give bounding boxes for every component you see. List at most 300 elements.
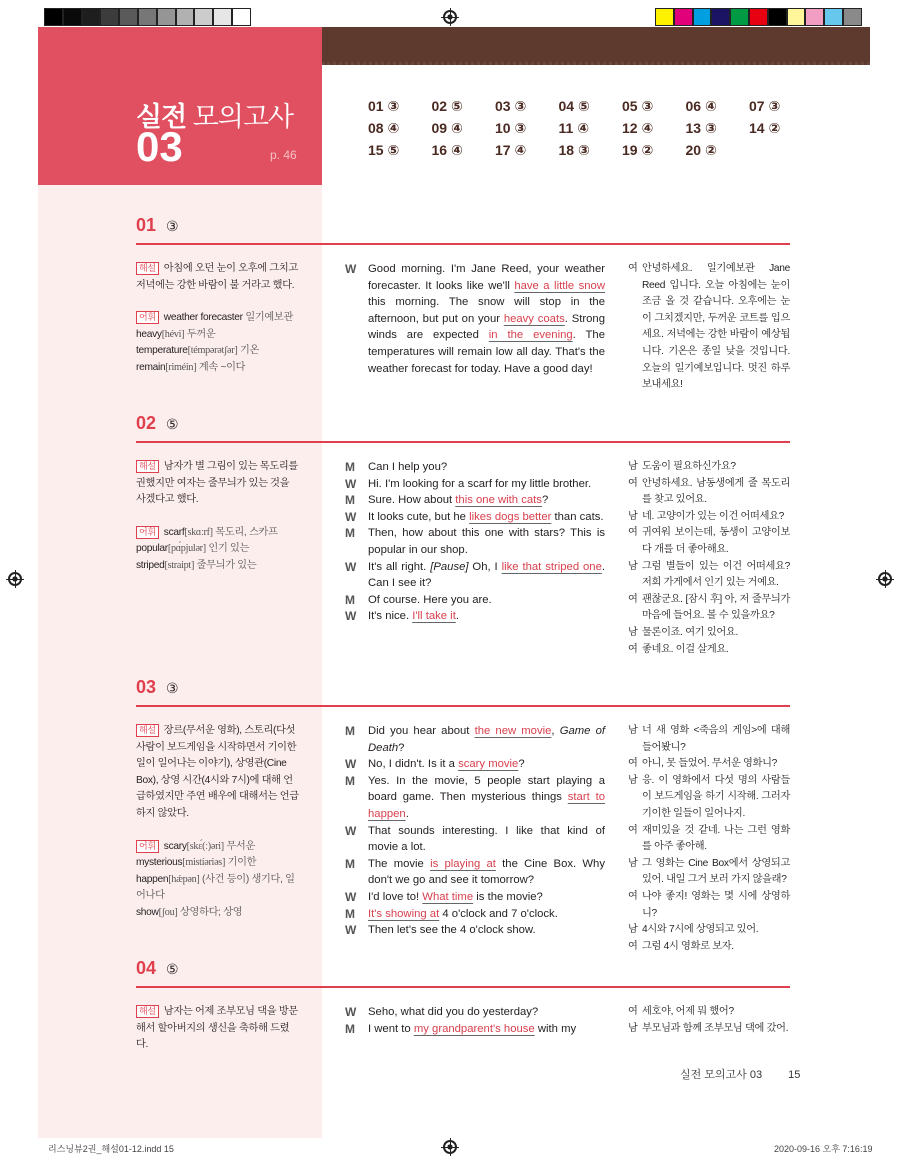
slug-date: 2020-09-16 오후 7:16:19 xyxy=(774,1144,873,1154)
translation-text: 도움이 필요하신가요? xyxy=(642,461,736,472)
translation-line xyxy=(628,773,790,823)
explanation-tag: 해설 xyxy=(136,460,159,473)
dialogue-segment: Can I help you? xyxy=(368,461,448,473)
title-rest: 모의고사 xyxy=(192,102,294,132)
speaker-label: 남 xyxy=(628,924,638,936)
translation-line xyxy=(628,939,790,956)
korean-translation xyxy=(628,1004,790,1037)
vocab-pronunciation: [skɛ́(ː)əri] xyxy=(186,840,224,852)
dialogue-segment: ? xyxy=(541,494,549,507)
key-phrase: in the evening xyxy=(488,329,573,342)
color-swatch xyxy=(82,8,101,26)
section-header xyxy=(136,677,790,697)
vocab-meaning: 두꺼운 xyxy=(186,328,216,340)
dialogue-text xyxy=(368,608,605,625)
speaker-label: 남 xyxy=(628,857,638,869)
translation-text: 4시와 7시에 상영되고 있어. xyxy=(642,924,759,936)
color-swatch xyxy=(655,8,674,26)
page-number: 15 xyxy=(788,1069,801,1081)
section-rule xyxy=(136,986,790,988)
dialogue-segment: . The temperatures will remain low all day. That's the weather forecast for today. Have a good day! xyxy=(368,329,605,375)
dialogue-segment: Seho, what did you do yesterday? xyxy=(368,1006,539,1018)
vocab-pronunciation: [hǽpən] xyxy=(168,873,200,885)
dialogue-line xyxy=(345,889,605,906)
translation-text: 안녕하세요. 일기예보관 Jane Reed 입니다. 오늘 아침에는 눈이 조금 올 것 같습니다. 오후에는 눈이 그치겠지만, 두꺼운 코트를 입으세요. 저녁에는 강한 바람이 예상됩니다. 기온은 종일 낮을 것입니다. 오늘의 일기예보입니다. 멋진 하루 보내세요! xyxy=(642,263,790,391)
dialogue-text xyxy=(368,559,605,592)
answer-item: 16 ④ xyxy=(431,142,463,158)
dialogue-segment: Yes. In the movie, 5 people start playing a board game. Then mysterious things xyxy=(368,774,605,804)
explanation-text xyxy=(136,459,300,509)
vocabulary-tag: 어휘 xyxy=(136,311,159,324)
dialogue-line xyxy=(345,823,605,856)
answer-item: 04 ⑤ xyxy=(558,98,590,114)
registration-mark-icon xyxy=(443,1140,457,1154)
answer-item: 09 ④ xyxy=(431,120,463,136)
translation-text: 좋네요. 이걸 살게요. xyxy=(642,643,729,655)
question-number: 04 xyxy=(136,958,157,978)
registration-mark-icon xyxy=(443,10,457,24)
dialogue-segment: . Can I see it? xyxy=(368,560,605,590)
dialogue-text xyxy=(368,459,605,476)
speaker-label: M xyxy=(345,724,355,738)
vocab-pronunciation: [riméin] xyxy=(165,361,197,373)
dialogue-text xyxy=(368,261,605,377)
vocabulary-list xyxy=(136,310,300,376)
vocab-meaning: 기온 xyxy=(240,345,260,357)
translation-line xyxy=(628,823,790,856)
dialogue-segment: with my xyxy=(534,1022,577,1035)
speaker-label: 남 xyxy=(628,560,638,572)
korean-translation xyxy=(628,723,790,955)
vocab-pronunciation: [mistíəriəs] xyxy=(182,857,226,869)
dialogue-segment: I'd love to! xyxy=(368,890,423,903)
vocab-meaning: 목도리, 스카프 xyxy=(215,526,278,538)
answer-item: 18 ③ xyxy=(558,142,590,158)
question-section xyxy=(136,215,790,391)
dialogue-segment: ? xyxy=(398,741,405,754)
dialogue-segment: No, I didn't. Is it a xyxy=(368,758,459,771)
dialogue-segment: It's all right. xyxy=(368,560,431,573)
dialogue-text xyxy=(368,592,605,609)
vocab-word: striped xyxy=(136,559,165,571)
question-section xyxy=(136,958,790,1051)
dialogue-text xyxy=(368,856,605,889)
answer-item: 08 ④ xyxy=(368,120,400,136)
registration-mark-icon xyxy=(8,572,22,586)
dialogue-segment: , xyxy=(551,725,560,737)
italic-text: Game of Death xyxy=(368,725,606,754)
dialogue-line xyxy=(345,261,605,377)
speaker-label: M xyxy=(345,592,355,607)
dialogue-line xyxy=(345,492,605,509)
vocab-meaning: 기이한 xyxy=(227,857,257,869)
dialogue-line xyxy=(345,559,605,592)
speaker-label: 여 xyxy=(628,593,638,605)
dialogue-segment: . xyxy=(455,610,459,623)
color-swatch xyxy=(824,8,843,26)
vocab-meaning: 상영하다; 상영 xyxy=(180,906,243,918)
dialogue-segment: Oh, I xyxy=(468,560,502,573)
vocab-pronunciation: [straipt] xyxy=(164,559,195,571)
question-number: 02 xyxy=(136,413,157,433)
answer-item: 13 ③ xyxy=(685,120,717,136)
question-answer: ③ xyxy=(166,218,179,234)
color-swatch xyxy=(711,8,730,26)
key-phrase: my grandparent's house xyxy=(413,1022,535,1035)
key-phrase: like that striped one xyxy=(501,560,602,573)
vocab-word: popular xyxy=(136,543,168,555)
answer-key xyxy=(368,98,813,159)
dialogue-text xyxy=(368,476,605,493)
section-header xyxy=(136,215,790,235)
vocab-word: happen xyxy=(136,873,169,885)
color-swatch xyxy=(44,8,63,26)
explanation-tag: 해설 xyxy=(136,262,159,275)
speaker-label: 여 xyxy=(628,263,638,274)
color-swatch xyxy=(63,8,82,26)
translation-line xyxy=(628,723,790,756)
translation-line xyxy=(628,509,790,526)
explanation-text xyxy=(136,1004,300,1054)
dialogue-text xyxy=(368,823,605,856)
color-swatch xyxy=(730,8,749,26)
vocab-pronunciation: [skɑːrf] xyxy=(184,526,213,538)
registration-mark-icon xyxy=(878,572,892,586)
answer-item: 06 ④ xyxy=(685,98,717,114)
key-phrase: I'll take it xyxy=(412,610,456,623)
translation-text: 물론이죠. 여기 있어요. xyxy=(642,626,738,638)
speaker-label: M xyxy=(345,906,355,921)
translation-line xyxy=(628,889,790,922)
color-swatch xyxy=(843,8,862,26)
dialogue-segment: Then, how about this one with stars? This is popular in our shop. xyxy=(368,527,605,556)
explanation-text xyxy=(136,261,300,294)
translation-line xyxy=(628,459,790,476)
vocabulary-list xyxy=(136,839,300,922)
speaker-label: 남 xyxy=(628,725,638,736)
vocab-meaning: 일기예보관 xyxy=(245,312,294,324)
vocab-word: show xyxy=(136,906,159,918)
dialogue-text xyxy=(368,1021,605,1038)
page-footer xyxy=(680,1066,800,1082)
speaker-label: M xyxy=(345,773,355,788)
explanation-body: 남자가 별 그림이 있는 목도리를 권했지만 여자는 줄무늬가 있는 것을 사겠다고 했다. xyxy=(136,461,298,506)
question-answer: ③ xyxy=(166,680,179,696)
vocab-pronunciation: [ʃou] xyxy=(158,906,178,918)
section-rule xyxy=(136,441,790,443)
vocab-word: scarf xyxy=(163,526,185,538)
translation-line xyxy=(628,476,790,509)
translation-line xyxy=(628,625,790,642)
explanation-tag: 해설 xyxy=(136,724,159,737)
vocab-meaning: 무서운 xyxy=(226,840,255,852)
speaker-label: W xyxy=(345,476,357,491)
section-rule xyxy=(136,243,790,245)
cmyk-color-bar xyxy=(655,8,862,26)
key-phrase: is playing at xyxy=(430,857,496,870)
dialogue-line xyxy=(345,592,605,609)
translation-text: 세호야, 어제 뭐 했어? xyxy=(642,1006,734,1017)
vocab-word: remain xyxy=(136,361,166,373)
dialogue-text xyxy=(368,1004,605,1021)
color-swatch xyxy=(176,8,195,26)
vocab-word: mysterious xyxy=(136,857,183,869)
vocab-item xyxy=(136,872,300,905)
answer-item: 02 ⑤ xyxy=(431,98,463,114)
translation-line xyxy=(628,642,790,659)
dialogue-segment: is the movie? xyxy=(473,890,543,903)
color-swatch xyxy=(787,8,806,26)
speaker-label: M xyxy=(345,526,355,541)
color-swatch xyxy=(749,8,768,26)
translation-text: 응. 이 영화에서 다섯 명의 사람들이 보드게임을 하기 시작해. 그러자 기이한 일들이 일어나지. xyxy=(642,774,790,819)
vocab-meaning: 계속 ~이다 xyxy=(198,361,246,373)
color-swatch xyxy=(768,8,787,26)
question-answer: ⑤ xyxy=(166,961,179,977)
answer-item: 05 ③ xyxy=(622,98,654,114)
key-phrase: this one with cats xyxy=(455,494,542,507)
color-swatch xyxy=(805,8,824,26)
page-reference: p. 46 xyxy=(270,148,297,162)
speaker-label: 여 xyxy=(628,477,638,489)
dialogue-text xyxy=(368,525,605,558)
vocab-pronunciation: [hévi] xyxy=(161,328,185,340)
translation-line xyxy=(628,1021,790,1038)
answer-item: 17 ④ xyxy=(495,142,527,158)
grayscale-color-bar xyxy=(44,8,251,26)
dialogue-segment: Then let's see the 4 o'clock show. xyxy=(368,924,536,937)
vocab-pronunciation: [pɑ́pjulər] xyxy=(167,543,206,555)
vocab-item xyxy=(136,855,300,872)
speaker-label: 여 xyxy=(628,940,638,952)
translation-line xyxy=(628,261,790,394)
footer-title: 실전 모의고사 03 xyxy=(680,1069,763,1081)
color-swatch xyxy=(100,8,119,26)
dialogue-segment: Of course. Here you are. xyxy=(368,593,492,606)
color-swatch xyxy=(213,8,232,26)
translation-line xyxy=(628,592,790,625)
color-swatch xyxy=(138,8,157,26)
vocabulary-list xyxy=(136,525,300,575)
dialogue-line xyxy=(345,509,605,526)
speaker-label: W xyxy=(345,609,357,624)
translation-line xyxy=(628,559,790,592)
color-swatch xyxy=(693,8,712,26)
key-phrase: start to happen xyxy=(368,791,605,820)
speaker-label: 여 xyxy=(628,643,638,655)
key-phrase: likes dogs better xyxy=(469,510,552,523)
color-swatch xyxy=(119,8,138,26)
translation-text: 아니, 못 들었어. 무서운 영화니? xyxy=(642,758,778,770)
dialogue-segment: . Strong winds are expected xyxy=(368,312,605,342)
speaker-label: 여 xyxy=(628,527,638,539)
dialogue-line xyxy=(345,1021,605,1038)
question-section xyxy=(136,677,790,952)
translation-text: 그럼 4시 영화로 보자. xyxy=(642,940,734,952)
header-band xyxy=(322,27,870,65)
explanation xyxy=(136,261,300,377)
vocab-item xyxy=(136,327,300,344)
dialogue-segment: It looks cute, but he xyxy=(368,510,470,523)
translation-line xyxy=(628,525,790,558)
vocab-item xyxy=(136,525,300,542)
vocab-meaning: (사건 등이) 생기다, 일어나다 xyxy=(136,873,295,902)
translation-text: 그 영화는 Cine Box에서 상영되고 있어. 내일 그거 보러 가지 않을래? xyxy=(642,857,790,886)
vocab-meaning: 줄무늬가 있는 xyxy=(196,559,257,571)
speaker-label: W xyxy=(345,923,357,938)
translation-text: 괜찮군요. [잠시 후] 아, 저 줄무늬가 마음에 들어요. 볼 수 있을까요? xyxy=(642,593,790,622)
dialogue-segment: this morning. The snow will stop in the afternoon, but put on your xyxy=(368,296,605,325)
answer-item: 15 ⑤ xyxy=(368,142,400,158)
vocab-item xyxy=(136,360,300,377)
speaker-label: M xyxy=(345,856,355,871)
vocab-word: scary xyxy=(163,840,187,852)
dialogue-line xyxy=(345,608,605,625)
dialogue-line xyxy=(345,1004,605,1021)
dialogue-segment: I went to xyxy=(368,1022,414,1035)
dialogue-segment: That sounds interesting. I like that kind of movie a lot. xyxy=(368,824,605,854)
dialogue-text xyxy=(368,906,605,923)
vocab-pronunciation: [témpərətʃər] xyxy=(187,345,238,357)
question-number: 01 xyxy=(136,215,157,235)
question-section xyxy=(136,413,790,655)
dialogue-segment: It's nice. xyxy=(368,610,413,623)
speaker-label: W xyxy=(345,509,357,524)
dialogue-segment: . xyxy=(405,807,409,820)
translation-text: 안녕하세요. 남동생에게 줄 목도리를 찾고 있어요. xyxy=(642,477,790,506)
vocab-item xyxy=(136,839,300,856)
section-header xyxy=(136,413,790,433)
dialogue-line xyxy=(345,906,605,923)
dialogue-line xyxy=(345,922,605,939)
answer-item: 11 ④ xyxy=(558,120,590,136)
section-header xyxy=(136,958,790,978)
dialogue xyxy=(345,261,605,377)
dialogue-line xyxy=(345,525,605,558)
key-phrase: What time xyxy=(422,890,474,903)
dialogue-line xyxy=(345,773,605,823)
dialogue-line xyxy=(345,856,605,889)
vocab-item xyxy=(136,310,300,327)
dialogue-text xyxy=(368,723,605,756)
speaker-label: 남 xyxy=(628,774,638,786)
dialogue xyxy=(345,459,605,625)
explanation-tag: 해설 xyxy=(136,1005,159,1018)
vocab-word: heavy xyxy=(136,328,162,340)
dialogue-line xyxy=(345,756,605,773)
explanation-body: 장르(무서운 영화), 스토리(다섯 사람이 보드게임을 시작하면서 기이한 일이 일어나는 이야기), 상영관(Cine Box), 상영 시간(4시와 7시)에 대해 언급하였지만 주연 배우에 대해서는 언급하지 않았다. xyxy=(136,725,299,819)
answer-item: 12 ④ xyxy=(622,120,654,136)
speaker-label: M xyxy=(345,460,355,474)
speaker-label: 여 xyxy=(628,890,638,902)
vocabulary-tag: 어휘 xyxy=(136,526,159,539)
answer-item: 10 ③ xyxy=(495,120,527,136)
translation-line xyxy=(628,922,790,939)
explanation-body: 아침에 오던 눈이 오후에 그치고 저녁에는 강한 바람이 불 거라고 했다. xyxy=(136,263,298,291)
dialogue-line xyxy=(345,459,605,476)
title-bold: 실전 xyxy=(136,102,187,132)
dialogue-text xyxy=(368,509,605,526)
key-phrase: scary movie xyxy=(458,758,519,771)
speaker-label: 남 xyxy=(628,626,638,638)
speaker-label: W xyxy=(345,757,357,772)
dialogue-text xyxy=(368,922,605,939)
translation-text: 그럼 별들이 있는 이건 어떠세요? 저희 가게에서 인기 있는 거예요. xyxy=(642,560,790,589)
explanation-text xyxy=(136,723,300,823)
slug-file: 리스닝뷰2권_해설01-12.indd 15 xyxy=(48,1144,174,1154)
speaker-label: W xyxy=(345,1005,357,1019)
dialogue-segment: Did you hear about xyxy=(368,725,475,737)
vocab-item xyxy=(136,558,300,575)
dialogue-text xyxy=(368,773,605,823)
answer-item: 03 ③ xyxy=(495,98,527,114)
color-swatch xyxy=(232,8,251,26)
translation-text: 나야 좋지! 영화는 몇 시에 상영하니? xyxy=(642,890,790,919)
answer-item: 14 ② xyxy=(749,120,781,136)
vocab-word: temperature xyxy=(136,345,188,357)
question-answer: ⑤ xyxy=(166,416,179,432)
translation-text: 네. 고양이가 있는 이건 어떠세요? xyxy=(642,510,785,522)
korean-translation xyxy=(628,459,790,658)
key-phrase: have a little snow xyxy=(514,279,605,292)
vocabulary-tag: 어휘 xyxy=(136,840,159,853)
dialogue-text xyxy=(368,756,605,773)
dialogue-line xyxy=(345,476,605,493)
section-rule xyxy=(136,705,790,707)
explanation xyxy=(136,1004,300,1054)
dialogue-segment: The movie xyxy=(368,857,431,870)
key-phrase: heavy coats xyxy=(503,312,565,325)
color-swatch xyxy=(157,8,176,26)
explanation-body: 남자는 어제 조부모님 댁을 방문해서 할아버지의 생신을 축하해 드렸다. xyxy=(136,1006,298,1051)
answer-item: 20 ② xyxy=(685,142,717,158)
dialogue-text xyxy=(368,492,605,509)
translation-text: 너 새 영화 <죽음의 게임>에 대해 들어봤니? xyxy=(642,725,790,753)
vocab-item xyxy=(136,905,300,922)
dialogue-segment: 4 o'clock and 7 o'clock. xyxy=(439,907,558,920)
speaker-label: 남 xyxy=(628,461,638,472)
dialogue-segment: Good morning. I'm Jane Reed, your weather forecaster. It looks like we'll xyxy=(368,263,605,292)
key-phrase: It's showing at xyxy=(368,907,440,920)
vocab-item xyxy=(136,343,300,360)
speaker-label: W xyxy=(345,559,357,574)
translation-text: 귀여워 보이는데, 동생이 고양이보다 개를 더 좋아해요. xyxy=(642,527,790,555)
test-number: 03 xyxy=(136,123,183,170)
question-number: 03 xyxy=(136,677,157,697)
vocab-word: weather forecaster xyxy=(163,312,243,324)
italic-text: [Pause] xyxy=(430,560,469,573)
explanation xyxy=(136,723,300,922)
translation-line xyxy=(628,756,790,773)
key-phrase: the new movie xyxy=(474,725,552,737)
answer-item: 19 ② xyxy=(622,142,654,158)
speaker-label: 여 xyxy=(628,758,638,770)
speaker-label: 여 xyxy=(628,824,638,836)
translation-line xyxy=(628,1004,790,1021)
dialogue-segment: than cats. xyxy=(551,510,604,523)
explanation xyxy=(136,459,300,575)
speaker-label: 남 xyxy=(628,1022,638,1034)
speaker-label: W xyxy=(345,889,357,904)
speaker-label: W xyxy=(345,262,357,276)
translation-text: 재미있을 것 같네. 나는 그런 영화를 아주 좋아해. xyxy=(642,824,790,853)
dialogue-segment: Sure. How about xyxy=(368,494,456,507)
vocab-meaning: 인기 있는 xyxy=(208,543,250,555)
speaker-label: 남 xyxy=(628,510,638,522)
dialogue-text xyxy=(368,889,605,906)
answer-item: 07 ③ xyxy=(749,98,781,114)
dialogue-segment: the Cine Box. Why don't we go and see it tomorrow? xyxy=(368,857,605,887)
